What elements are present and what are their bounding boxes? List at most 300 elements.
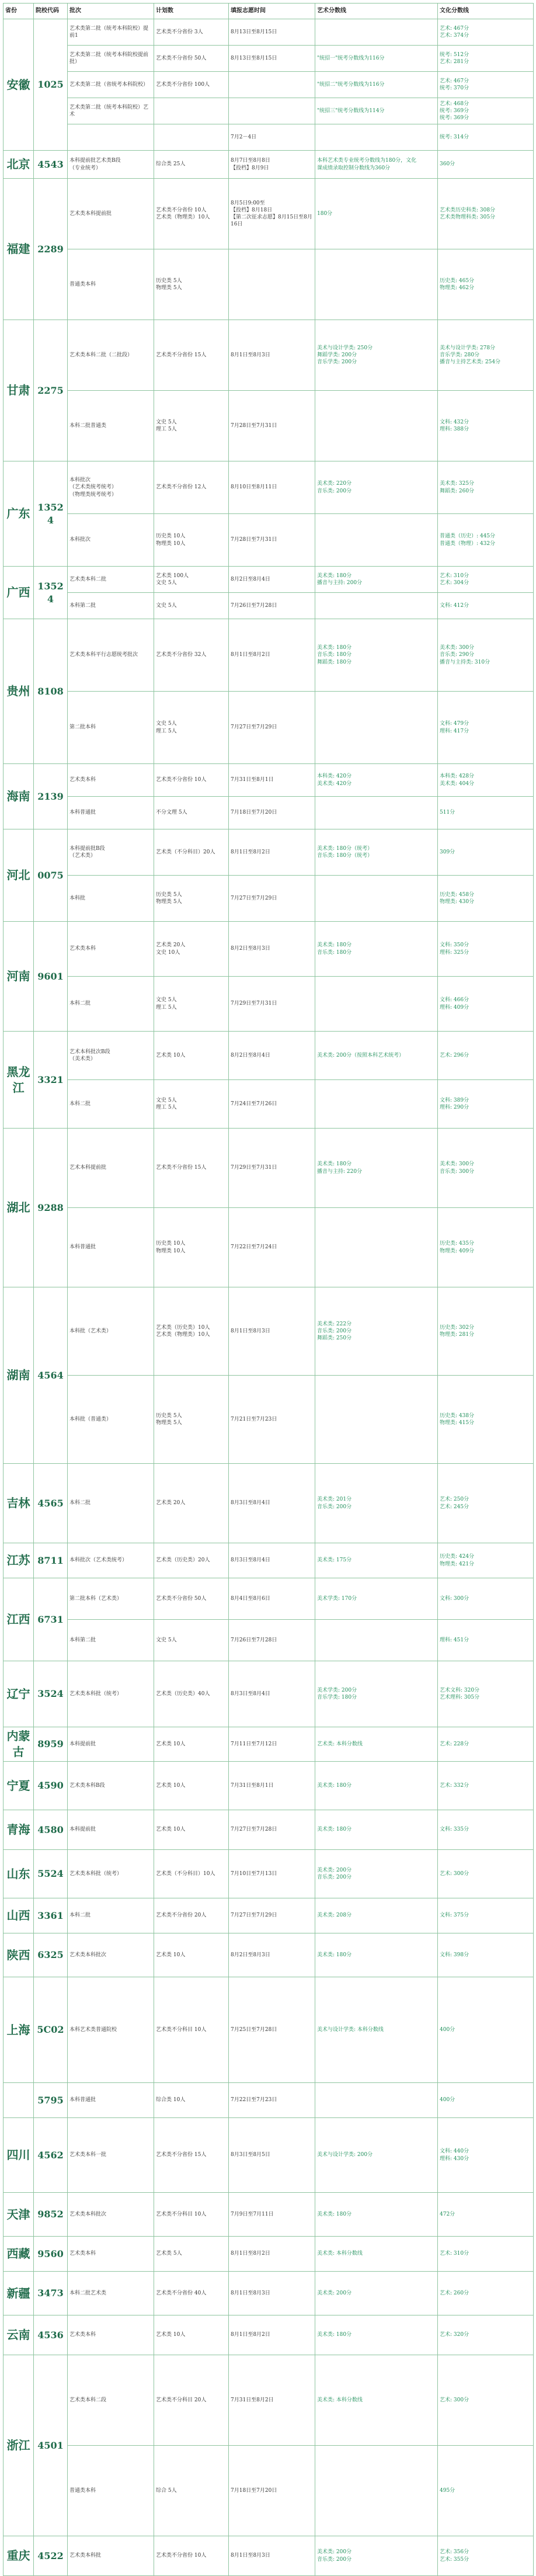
culture-score-cell-text: 艺术: 228分 [440,1741,469,1747]
plan-cell-text: 艺术类不分省份 100人 [156,81,210,88]
time-cell-text: 8月2日至8月3日 [231,946,270,952]
art-score-cell [315,1933,438,1977]
plan-cell [154,1933,229,1977]
plan-cell [154,1977,229,2083]
culture-score-cell-text: 文科: 350分 理科: 325分 [440,942,469,956]
art-score-cell-text: 美术类: 200分 音乐类: 200分 [317,1867,352,1880]
table-row [4,1762,534,1810]
table-row [4,764,534,797]
table-row [4,876,534,922]
art-score-cell [315,1543,438,1578]
art-score-cell-text: 美术类: 180分 [317,2211,352,2217]
school-code-cell: 3361 [34,1898,68,1933]
culture-score-cell [438,461,534,514]
province-cell: 上海 [4,1977,34,2083]
plan-cell-text: 综合类 10人 [156,2097,186,2103]
table-row [4,514,534,567]
plan-cell [154,2193,229,2237]
batch-cell [68,461,154,514]
time-cell-text: 8月1日至8月3日 [231,2290,270,2296]
plan-cell-text: 艺术类 20人 [156,1500,186,1506]
batch-cell-text: 艺术类第二批（统考本科院校）提前1 [69,25,149,39]
school-code-cell: 9288 [34,1129,68,1287]
plan-cell [154,461,229,514]
art-score-cell [315,72,438,98]
time-cell [229,1129,315,1208]
batch-cell-text: 本科普通批 [69,2097,96,2103]
batch-cell-text: 本科二批 [69,1912,91,1919]
batch-cell-text: 本科普通批 [69,1244,96,1251]
batch-cell [68,98,154,124]
plan-cell [154,1898,229,1933]
time-cell-text: 7月31日至8月1日 [231,1782,274,1789]
batch-cell-text: 本科提前批 [69,1827,96,1833]
culture-score-cell-text: 艺术: 300分 [440,2397,469,2403]
school-code-cell: 3524 [34,1661,68,1727]
time-cell-text: 7月27日至7月29日 [231,895,277,901]
school-code-cell: 5795 [34,2083,68,2118]
plan-cell [154,514,229,567]
culture-score-cell [438,249,534,320]
plan-cell [154,2272,229,2315]
plan-cell [154,2536,229,2576]
plan-cell [154,1578,229,1620]
plan-cell-text: 文史 5人 理工 5人 [156,997,177,1011]
plan-cell-text: 历史类 5人 物理类 5人 [156,277,182,291]
time-cell [229,797,315,829]
time-cell-text: 7月22日至7月23日 [231,2097,277,2103]
table-row [4,179,534,249]
batch-cell [68,1464,154,1543]
plan-cell [154,619,229,692]
table-row [4,2355,534,2446]
plan-cell-text: 艺术类不分省份 10人 艺术类（物理类）10人 [156,207,210,220]
batch-cell [68,1080,154,1129]
plan-cell [154,179,229,249]
art-score-cell-text: 美术类: 201分 音乐类: 200分 [317,1497,352,1510]
plan-cell [154,391,229,461]
province-cell: 广东 [4,461,34,567]
plan-cell-text: 历史类 10人 物理类 10人 [156,533,186,547]
culture-score-cell-text: 统考: 512分 艺术: 281分 [440,51,469,65]
table-row [4,2237,534,2272]
time-cell-text: 8月3日至8月4日 [231,1557,270,1564]
batch-cell [68,2355,154,2446]
batch-cell-text: 艺术类本科批次 [69,1952,107,1958]
province-cell: 四川 [4,2118,34,2193]
time-cell-text: 7月10日至7月13日 [231,1870,277,1877]
plan-cell [154,1620,229,1661]
province-cell: 河北 [4,829,34,922]
plan-cell [154,2118,229,2193]
table-row [4,1898,534,1933]
plan-cell-text: 文史 5人 [156,1637,177,1643]
art-score-cell [315,98,438,124]
plan-cell [154,797,229,829]
time-cell [229,2118,315,2193]
art-score-cell-text: 美术类: 220分 音乐类: 200分 [317,481,352,494]
culture-score-cell [438,1080,534,1129]
batch-cell-text: 本科提前批B段 （艺术类） [69,845,105,859]
culture-score-cell-text: 艺术类历史科类: 308分 艺术类物理科类: 305分 [440,207,496,220]
header-row [4,4,534,19]
time-cell [229,1376,315,1464]
province-cell: 湖南 [4,1287,34,1464]
batch-cell-text: 艺术类本科一批 [69,2152,107,2158]
culture-score-cell [438,1933,534,1977]
culture-score-cell [438,593,534,619]
time-cell [229,593,315,619]
culture-score-cell [438,2355,534,2446]
province-cell: 江苏 [4,1543,34,1578]
plan-cell-text: 艺术类（不分科目）10人 [156,1870,215,1877]
art-score-cell-text: "统招二"统考分数线为116分 [317,81,385,88]
table-row [4,1208,534,1287]
plan-cell-text: 艺术类不分省份 10人 [156,777,207,783]
school-code-cell: 4580 [34,1810,68,1850]
province-cell: 陕西 [4,1933,34,1977]
batch-cell [68,797,154,829]
province-cell: 江西 [4,1578,34,1661]
culture-score-cell-text: 文科: 300分 [440,1595,469,1602]
art-score-cell [315,1208,438,1287]
header-batch: 批次 [68,4,154,19]
school-code-cell: 9601 [34,922,68,1032]
culture-score-cell-text: 统考: 314分 [440,134,469,140]
time-cell [229,2272,315,2315]
culture-score-cell [438,922,534,977]
province-cell: 浙江 [4,2355,34,2536]
province-cell: 新疆 [4,2272,34,2315]
plan-cell-text: 综合类 25人 [156,161,186,168]
plan-cell [154,2315,229,2355]
time-cell-text: 7月21日至7月23日 [231,1416,277,1422]
art-score-cell-text: 美术类: 180分 音乐类: 180分 舞蹈类: 180分 [317,645,352,665]
time-cell-text: 7月31日至8月2日 [231,2397,274,2403]
time-cell [229,2355,315,2446]
school-code-cell: 8108 [34,619,68,764]
time-cell [229,1578,315,1620]
time-cell [229,977,315,1032]
table-row [4,619,534,692]
plan-cell-text: 艺术类不分省份 15人 [156,1165,207,1171]
school-code-cell: 0075 [34,829,68,922]
plan-cell [154,72,229,98]
time-cell [229,1464,315,1543]
table-row [4,593,534,619]
admission-table [3,3,534,2576]
time-cell-text: 8月1日至8月2日 [231,652,270,658]
plan-cell [154,1810,229,1850]
culture-score-cell [438,46,534,72]
art-score-cell [315,2315,438,2355]
plan-cell [154,977,229,1032]
table-row [4,2446,534,2536]
batch-cell-text: 艺术类第二批（统考本科院校提前批） [69,51,149,65]
plan-cell [154,1543,229,1578]
batch-cell-text: 艺术类本科批 [69,2553,102,2559]
school-code-cell: 1025 [34,19,68,151]
province-cell: 贵州 [4,619,34,764]
batch-cell-text: 本科第二批 [69,602,96,609]
school-code-cell: 2289 [34,179,68,320]
art-score-cell-text: 美术类: 180分（统考） 音乐类: 180分（统考） [317,845,373,859]
art-score-cell [315,1977,438,2083]
plan-cell [154,1080,229,1129]
school-code-cell: 4536 [34,2315,68,2355]
batch-cell [68,1578,154,1620]
batch-cell-text: 本科二批 [69,1100,91,1107]
time-cell [229,2193,315,2237]
culture-score-cell-text: 文科: 440分 理科: 430分 [440,2148,469,2162]
table-row [4,2315,534,2355]
batch-cell [68,1543,154,1578]
batch-cell-text: 普通类本科 [69,2487,96,2494]
time-cell-text: 8月10日至8月11日 [231,484,277,491]
batch-cell-text: 艺术类本科 [69,2332,96,2338]
time-cell-text: 8月1日至8月2日 [231,849,270,855]
time-cell [229,124,315,151]
culture-score-cell-text: 艺术: 320分 [440,2332,469,2338]
plan-cell [154,1850,229,1898]
plan-cell-text: 艺术类（历史类）20人 [156,1557,210,1564]
plan-cell [154,46,229,72]
art-score-cell-text: 美术类: 180分 [317,1782,352,1789]
batch-cell [68,2083,154,2118]
plan-cell-text: 艺术类（不分科目）20人 [156,849,215,855]
batch-cell [68,1376,154,1464]
art-score-cell-text: 美术类: 180分 播音与主持: 200分 [317,572,363,586]
time-cell-text: 7月26日至7月28日 [231,602,277,609]
batch-cell-text: 本科二批 [69,1001,91,1007]
batch-cell-text: 艺术类本科 [69,2251,96,2257]
batch-cell [68,249,154,320]
batch-cell [68,2272,154,2315]
plan-cell [154,1661,229,1727]
header-art-score: 艺术分数线 [315,4,438,19]
batch-cell [68,1129,154,1208]
art-score-cell [315,2193,438,2237]
batch-cell [68,2237,154,2272]
time-cell-text: 8月13日至8月15日 [231,29,277,35]
plan-cell-text: 艺术类（历史类）40人 [156,1690,210,1697]
table-row [4,461,534,514]
art-score-cell [315,922,438,977]
culture-score-cell [438,1287,534,1376]
art-score-cell-text: 美术类: 180分 播音与主持: 220分 [317,1161,363,1175]
art-score-cell [315,391,438,461]
art-score-cell-text: "统招一"统考分数线为116分 [317,55,385,61]
culture-score-cell-text: 美术与设计学类: 278分 音乐学类: 280分 播音与主持艺术类: 254分 [440,345,501,366]
batch-cell-text: 艺术类本科二段 [69,2397,107,2403]
art-score-cell [315,2272,438,2315]
time-cell [229,1080,315,1129]
art-score-cell [315,124,438,151]
batch-cell-text: 艺术类本科平行志愿统考批次 [69,652,138,658]
batch-cell-text: 本科批次 [69,537,91,543]
art-score-cell [315,2355,438,2446]
culture-score-cell [438,320,534,391]
art-score-cell [315,1032,438,1080]
school-code-cell: 9560 [34,2237,68,2272]
plan-cell [154,1208,229,1287]
art-score-cell [315,593,438,619]
time-cell-text: 8月2日至8月4日 [231,576,270,582]
art-score-cell-text: 艺术类: 本科分数线 [317,1741,363,1747]
culture-score-cell [438,619,534,692]
time-cell-text: 7月22日至7月24日 [231,1244,277,1251]
school-code-cell: 4501 [34,2355,68,2536]
time-cell-text: 8月3日至8月4日 [231,1500,270,1506]
time-cell-text: 7月29日至7月31日 [231,1165,277,1171]
table-row [4,1661,534,1727]
plan-cell-text: 艺术类 10人 [156,1741,186,1747]
plan-cell [154,764,229,797]
province-cell: 内蒙古 [4,1727,34,1762]
time-cell-text: 7月29日至7月31日 [231,1001,277,1007]
culture-score-cell [438,692,534,764]
batch-cell [68,1810,154,1850]
culture-score-cell [438,1850,534,1898]
batch-cell-text: 本科提前批艺术类B段 （专业统考） [69,158,121,171]
time-cell-text: 8月1日至8月3日 [231,1328,270,1334]
culture-score-cell [438,1376,534,1464]
time-cell [229,2315,315,2355]
art-score-cell [315,461,438,514]
plan-cell-text: 艺术类 5人 [156,2251,182,2257]
time-cell [229,1208,315,1287]
batch-cell [68,692,154,764]
culture-score-cell [438,876,534,922]
batch-cell-text: 第二批本科（艺术类） [69,1595,123,1602]
plan-cell-text: 艺术类不分省份 15人 [156,352,207,358]
culture-score-cell-text: 理科: 451分 [440,1637,469,1643]
batch-cell [68,1898,154,1933]
art-score-cell [315,876,438,922]
time-cell [229,98,315,124]
art-score-cell-text: 本科类: 420分 美术类: 420分 [317,773,352,787]
batch-cell [68,977,154,1032]
plan-cell-text: 艺术类不分省份 20人 [156,1912,207,1919]
batch-cell-text: 第二批本科 [69,724,96,731]
batch-cell-text: 本科批 [69,895,86,901]
plan-cell-text: 文史 5人 理工 5人 [156,721,177,734]
time-cell [229,1287,315,1376]
province-cell: 重庆 [4,2536,34,2576]
province-cell: 西藏 [4,2237,34,2272]
batch-cell-text: 艺术类本科 [69,777,96,783]
time-cell-text: 8月4日至8月6日 [231,1595,270,1602]
culture-score-cell-text: 文科: 432分 理科: 388分 [440,419,469,432]
plan-cell-text: 艺术类不分科目 10人 [156,2026,207,2033]
table-row [4,124,534,151]
culture-score-cell [438,829,534,876]
art-score-cell-text: 美术类: 175分 [317,1557,352,1564]
batch-cell [68,391,154,461]
plan-cell [154,1129,229,1208]
art-score-cell-text: 美术类: 本科分数线 [317,2251,363,2257]
table-row [4,1129,534,1208]
culture-score-cell [438,1578,534,1620]
table-row [4,1287,534,1376]
table-row [4,1977,534,2083]
batch-cell-text: 艺术类本科批次 [69,2211,107,2217]
culture-score-cell [438,514,534,567]
time-cell [229,249,315,320]
culture-score-cell-text: 艺术: 467分 艺术: 374分 [440,25,469,39]
culture-score-cell [438,567,534,593]
art-score-cell [315,1810,438,1850]
time-cell-text: 7月24日至7月26日 [231,1100,277,1107]
culture-score-cell [438,124,534,151]
time-cell [229,1727,315,1762]
culture-score-cell [438,2118,534,2193]
header-time: 填报志愿时间 [229,4,315,19]
table-row [4,692,534,764]
time-cell [229,692,315,764]
table-row [4,320,534,391]
batch-cell-text: 艺术类本科批（统考） [69,1690,123,1697]
culture-score-cell [438,797,534,829]
header-code: 院校代码 [34,4,68,19]
art-score-cell [315,514,438,567]
art-score-cell-text: 美术类: 200分 [317,2290,352,2296]
plan-cell-text: 综合 5人 [156,2487,177,2494]
plan-cell-text: 文史 5人 理工 5人 [156,1097,177,1110]
art-score-cell-text: 美术类: 222分 音乐类: 200分 舞蹈类: 250分 [317,1321,352,1342]
school-code-cell: 8959 [34,1727,68,1762]
time-cell-text: 7月18日至7月20日 [231,2487,277,2494]
art-score-cell [315,249,438,320]
school-code-cell: 9852 [34,2193,68,2237]
art-score-cell [315,1376,438,1464]
batch-cell [68,567,154,593]
batch-cell-text: 艺术类本科批（统考） [69,1870,123,1877]
art-score-cell [315,1762,438,1810]
culture-score-cell [438,1620,534,1661]
art-score-cell-text: 本科艺术类专业统考分数线为180分，文化 课成绩录取控制分数线为360分 [317,158,417,171]
table-row [4,1376,534,1464]
plan-cell [154,151,229,179]
time-cell [229,514,315,567]
art-score-cell [315,19,438,46]
batch-cell [68,179,154,249]
culture-score-cell [438,1727,534,1762]
time-cell [229,1543,315,1578]
culture-score-cell-text: 文科: 398分 [440,1952,469,1958]
culture-score-cell-text: 文科: 479分 理科: 417分 [440,721,469,734]
time-cell-text: 8月1日至8月3日 [231,2553,270,2559]
plan-cell [154,2237,229,2272]
culture-score-cell-text: 艺术: 250分 艺术: 245分 [440,1497,469,1510]
culture-score-cell [438,764,534,797]
school-code-cell: 3473 [34,2272,68,2315]
time-cell-text: 8月2日至8月4日 [231,1052,270,1058]
batch-cell-text: 普通类本科 [69,281,96,287]
plan-cell-text: 艺术类不分省份 3人 [156,29,203,35]
art-score-cell-text: 美术与设计学类: 250分 舞蹈学类: 200分 音乐学类: 200分 [317,345,373,366]
table-row [4,1578,534,1620]
culture-score-cell-text: 360分 [440,161,455,168]
batch-cell-text: 本科批次（艺术类统考） [69,1557,128,1564]
culture-score-cell-text: 文科: 466分 理科: 409分 [440,997,469,1011]
batch-cell-text: 艺术类本科提前批 [69,210,112,217]
art-score-cell-text: 美术学类: 170分 [317,1595,357,1602]
batch-cell-text: 本科二批 [69,1500,91,1506]
plan-cell [154,1376,229,1464]
school-code-cell: 4565 [34,1464,68,1543]
art-score-cell [315,1129,438,1208]
